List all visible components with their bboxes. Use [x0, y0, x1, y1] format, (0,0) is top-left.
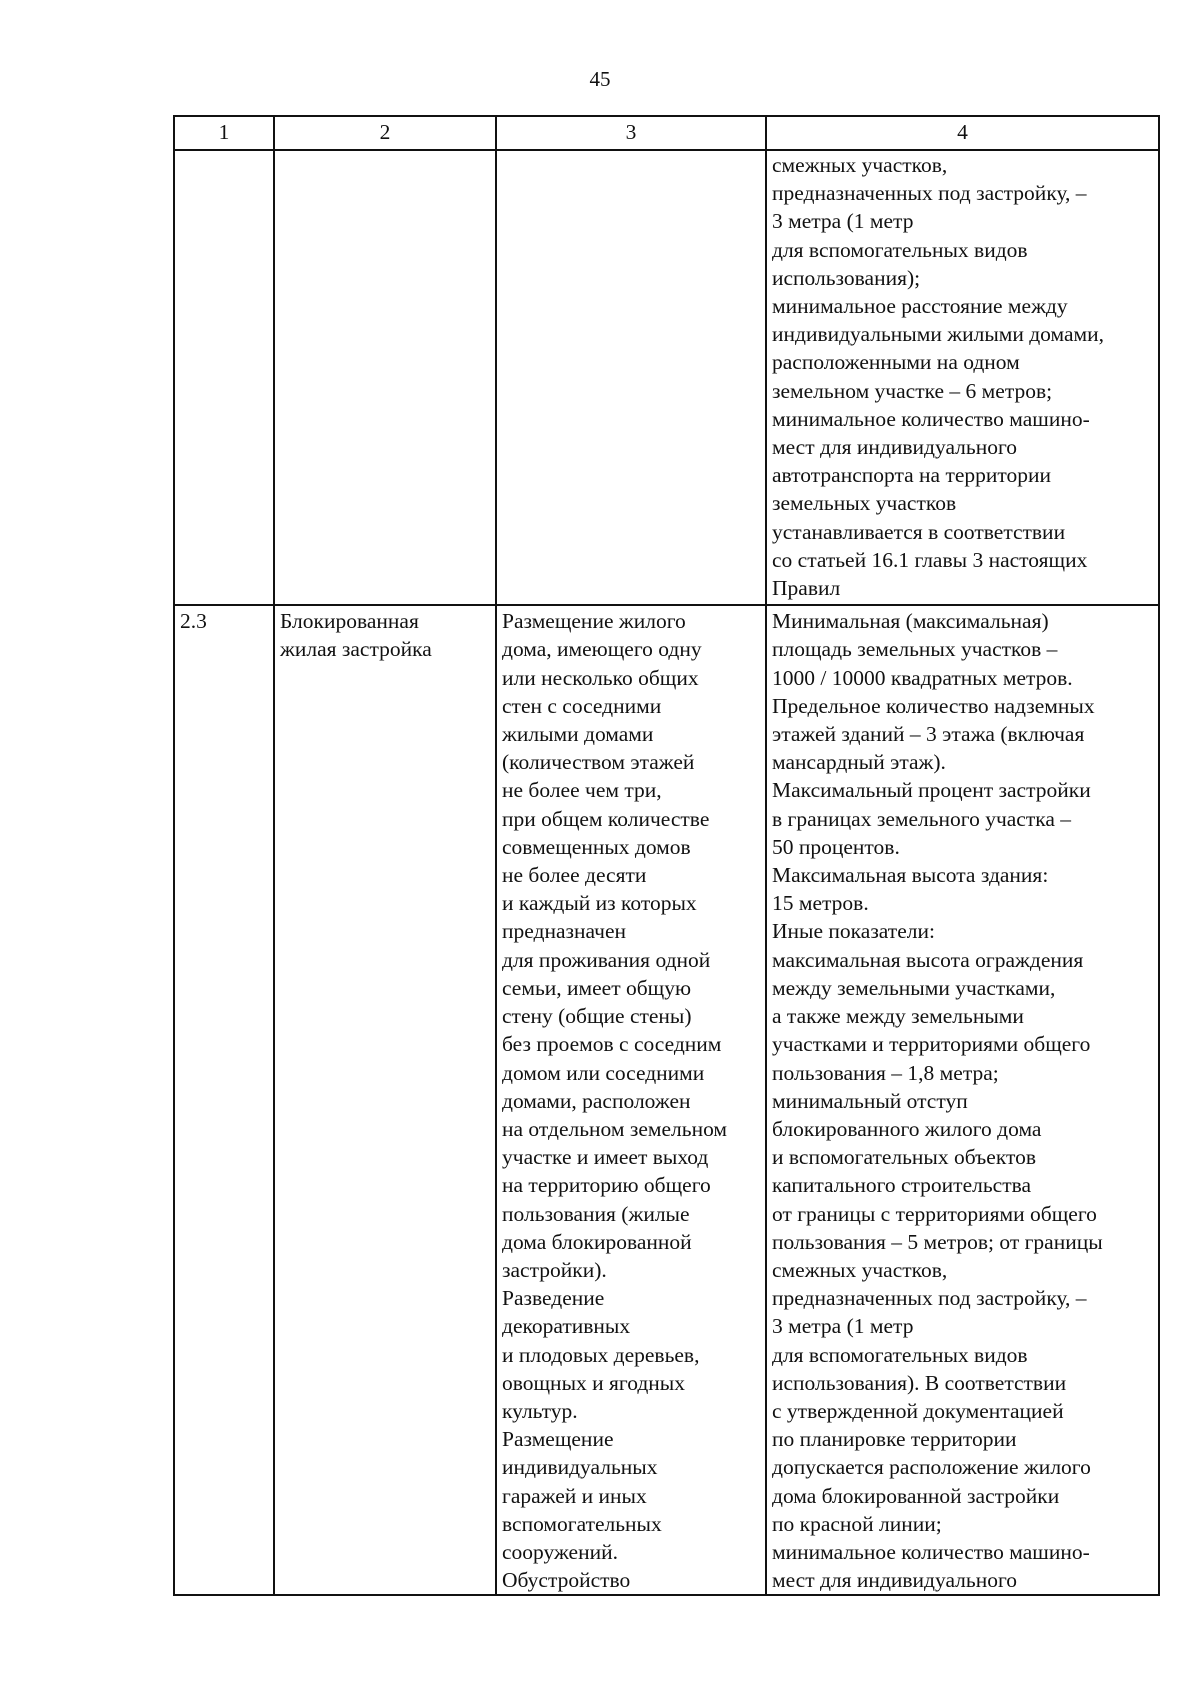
text-line: Минимальная (максимальная)	[772, 609, 1049, 634]
table-row	[174, 605, 1159, 1595]
text-line: а также между земельными	[772, 1004, 1024, 1029]
text-line: Иные показатели:	[772, 919, 935, 944]
column-header-4: 4	[766, 116, 1159, 150]
text-line: жилыми домами	[502, 722, 654, 747]
text-line: без проемов с соседним	[502, 1032, 722, 1057]
continuation-description-cell	[496, 150, 766, 605]
text-line: участке и имеет выход	[502, 1145, 709, 1170]
use-description-cell	[496, 605, 766, 1595]
text-line: совмещенных домов	[502, 834, 691, 859]
text-line: или несколько общих	[502, 665, 699, 690]
text-line: 3 метра (1 метр	[772, 1314, 914, 1339]
text-line: семьи, имеет общую	[502, 975, 692, 1000]
text-line: блокированного жилого дома	[772, 1116, 1042, 1141]
text-line: капитального строительства	[772, 1173, 1032, 1198]
text-line: для вспомогательных видов	[772, 237, 1028, 262]
text-line: Разведение	[502, 1286, 605, 1311]
text-line: вспомогательных	[502, 1511, 662, 1536]
text-line: 50 процентов.	[772, 834, 900, 859]
text-line: дома блокированной застройки	[772, 1483, 1060, 1508]
text-line: площадь земельных участков –	[772, 637, 1058, 662]
text-line: 15 метров.	[772, 891, 869, 916]
text-line: Обустройство	[502, 1568, 631, 1593]
text-line: с утвержденной документацией	[772, 1398, 1064, 1423]
text-line: культур.	[502, 1398, 578, 1423]
text-line: и вспомогательных объектов	[772, 1145, 1036, 1170]
text-line: при общем количестве	[502, 806, 710, 831]
text-line: индивидуальными жилыми домами,	[772, 322, 1105, 347]
text-line: не более чем три,	[502, 778, 662, 803]
text-line: индивидуальных	[502, 1455, 658, 1480]
text-line: минимальное количество машино-	[772, 406, 1090, 431]
text-line: участками и территориями общего	[772, 1032, 1091, 1057]
text-line: гаражей и иных	[502, 1483, 647, 1508]
text-line: пользования (жилые	[502, 1201, 690, 1226]
text-line: для проживания одной	[502, 947, 711, 972]
text-line: пользования – 1,8 метра;	[772, 1060, 999, 1085]
text-line: устанавливается в соответствии	[772, 519, 1066, 544]
text-line: стену (общие стены)	[502, 1004, 692, 1029]
text-line: в границах земельного участка –	[772, 806, 1072, 831]
text-line: смежных участков,	[772, 153, 948, 177]
text-line: жилая застройка	[280, 637, 432, 662]
text-line: предназначен	[502, 919, 627, 944]
text-line: по красной линии;	[772, 1511, 942, 1536]
text-line: дома блокированной	[502, 1229, 692, 1254]
text-line: Правил	[772, 576, 841, 601]
text-line: со статьей 16.1 главы 3 настоящих	[772, 547, 1088, 572]
text-line: мест для индивидуального	[772, 1568, 1018, 1593]
text-line: автотранспорта на территории	[772, 463, 1052, 488]
table-row-continuation	[174, 150, 1159, 605]
text-line: минимальный отступ	[772, 1088, 968, 1113]
text-line: сооружений.	[502, 1539, 618, 1564]
text-line: и плодовых деревьев,	[502, 1342, 700, 1367]
text-line: декоративных	[502, 1314, 631, 1339]
column-header-1: 1	[174, 116, 274, 150]
text-line: Максимальная высота здания:	[772, 863, 1049, 888]
text-line: Размещение жилого	[502, 609, 686, 634]
text-line: на территорию общего	[502, 1173, 711, 1198]
text-line: стен с соседними	[502, 693, 662, 718]
text-line: между земельными участками,	[772, 975, 1056, 1000]
text-line: мансардный этаж).	[772, 750, 946, 775]
text-line: земельном участке – 6 метров;	[772, 378, 1053, 403]
text-line: предназначенных под застройку, –	[772, 181, 1087, 206]
text-line: Предельное количество надземных	[772, 693, 1095, 718]
text-line: смежных участков,	[772, 1257, 948, 1282]
text-line: Блокированная	[280, 609, 419, 634]
text-line: использования). В соответствии	[772, 1370, 1067, 1395]
column-header-2: 2	[274, 116, 496, 150]
continuation-code-cell	[174, 150, 274, 605]
text-line: (количеством этажей	[502, 750, 695, 775]
text-line: Размещение	[502, 1427, 614, 1452]
text-line: предназначенных под застройку, –	[772, 1286, 1087, 1311]
text-line: на отдельном земельном	[502, 1116, 728, 1141]
text-line: застройки).	[502, 1257, 607, 1282]
text-line: этажей зданий – 3 этажа (включая	[772, 722, 1085, 747]
text-line: минимальное расстояние между	[772, 294, 1068, 319]
text-line: овощных и ягодных	[502, 1370, 685, 1395]
use-parameters-cell	[766, 605, 1159, 1595]
text-line: домами, расположен	[502, 1088, 691, 1113]
text-line: пользования – 5 метров; от границы	[772, 1229, 1103, 1254]
text-line: земельных участков	[772, 491, 957, 516]
text-line: и каждый из которых	[502, 891, 697, 916]
text-line: Максимальный процент застройки	[772, 778, 1091, 803]
text-line: максимальная высота ограждения	[772, 947, 1084, 972]
text-line: домом или соседними	[502, 1060, 705, 1085]
text-line: мест для индивидуального	[772, 435, 1018, 460]
use-code-cell: 2.3	[174, 605, 274, 1595]
text-line: расположенными на одном	[772, 350, 1020, 375]
use-name-cell	[274, 605, 496, 1595]
text-line: не более десяти	[502, 863, 647, 888]
text-line: 1000 / 10000 квадратных метров.	[772, 665, 1073, 690]
text-line: допускается расположение жилого	[772, 1455, 1091, 1480]
text-line: для вспомогательных видов	[772, 1342, 1028, 1367]
text-line: минимальное количество машино-	[772, 1539, 1090, 1564]
text-line: по планировке территории	[772, 1427, 1017, 1452]
continuation-name-cell	[274, 150, 496, 605]
text-line: от границы с территориями общего	[772, 1201, 1097, 1226]
text-line: использования);	[772, 265, 921, 290]
page-number: 45	[589, 67, 611, 91]
column-header-3: 3	[496, 116, 766, 150]
table-header-row	[174, 116, 1159, 150]
text-line: 3 метра (1 метр	[772, 209, 914, 234]
zoning-table	[173, 115, 1160, 1596]
continuation-parameters-cell	[766, 150, 1159, 605]
text-line: дома, имеющего одну	[502, 637, 702, 662]
